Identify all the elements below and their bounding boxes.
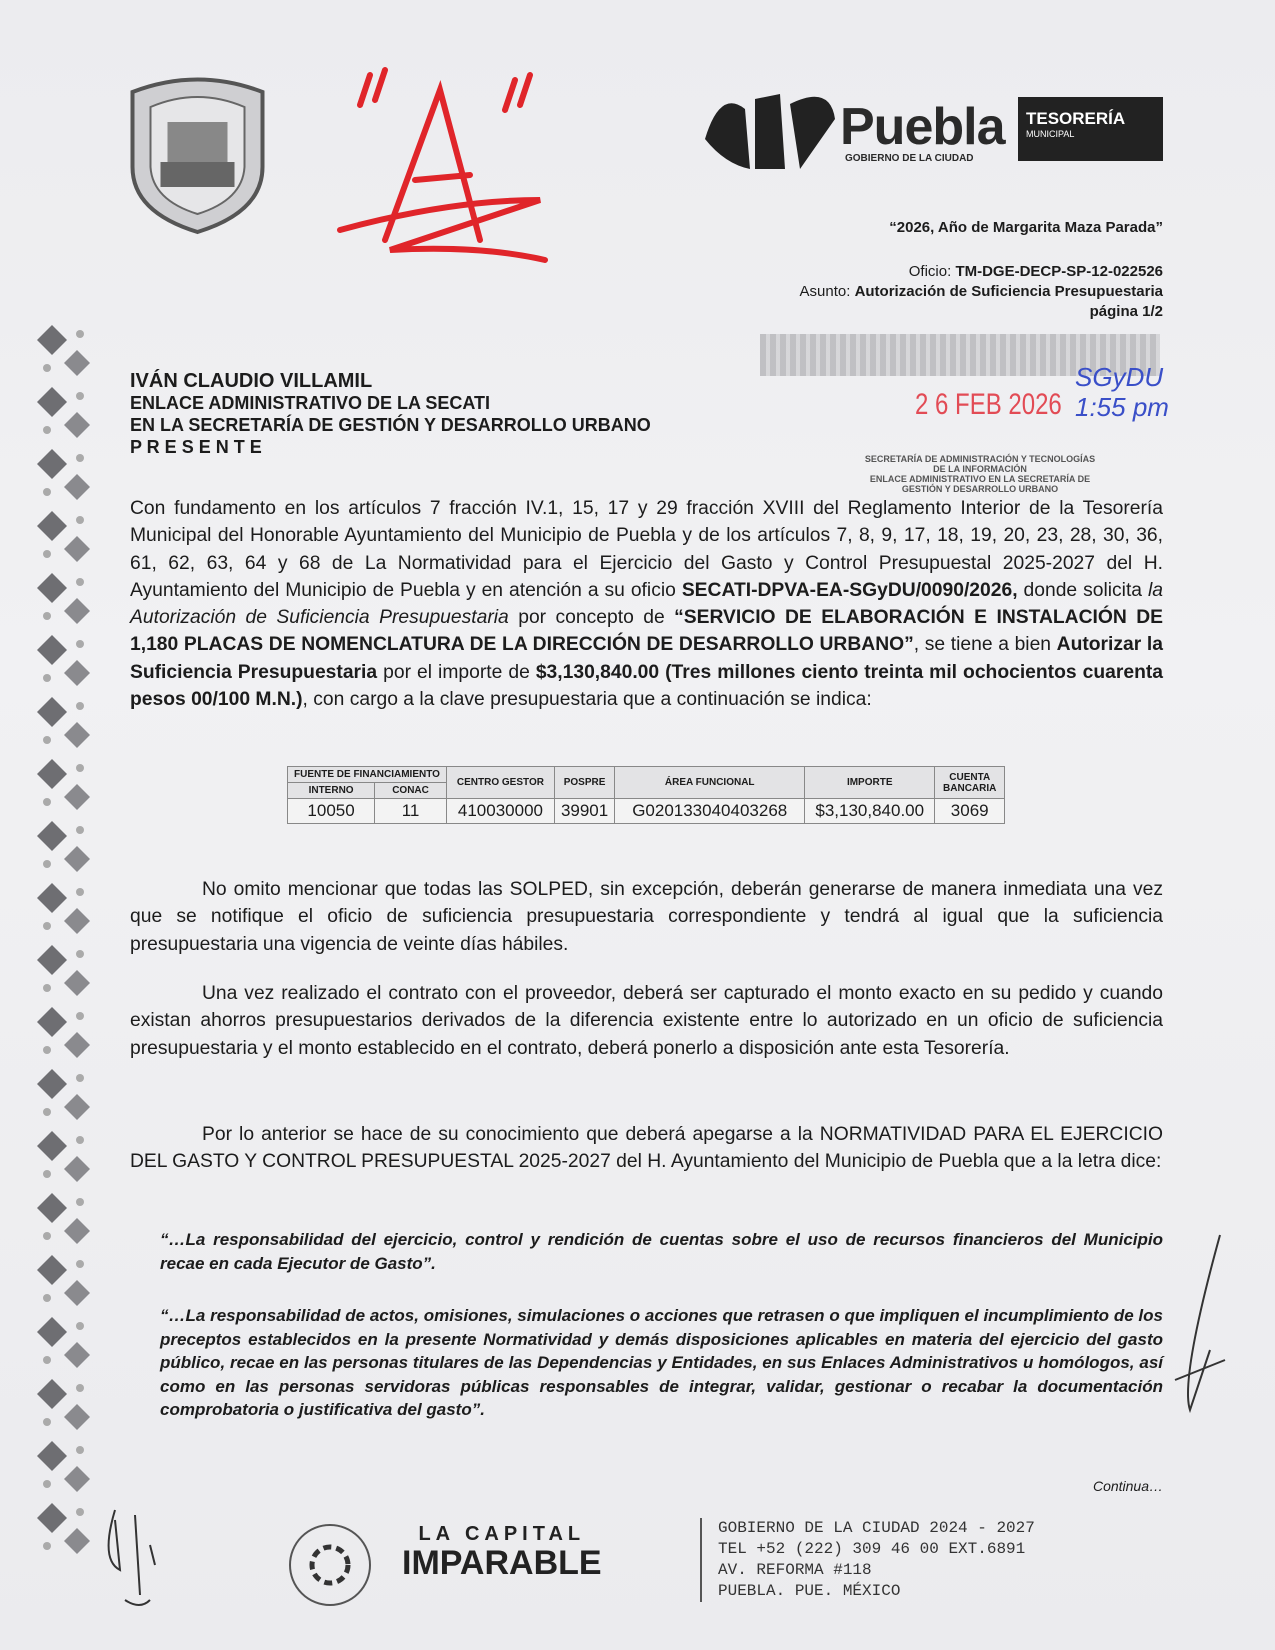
asunto-line	[800, 282, 1163, 302]
footer-contact	[700, 1518, 1035, 1602]
paragraph-solped: No omito mencionar que todas las SOLPED, sin excepción, deberán generarse de manera inmediata una vez que se notifique el oficio de suficiencia presupuestaria correspondiente y tendrá al igual que la suficiencia presupuestaria una vigencia de veinte días hábiles.	[130, 879, 1163, 955]
oficio-label: Oficio:	[908, 263, 952, 280]
quote-responsibility-2: “…La responsabilidad de actos, omisiones, simulaciones o acciones que retrasen o que impliquen el incumplimiento de los preceptos establecidos en la presente Normatividad y demás disposiciones aplicables en materia del ejercicio del gasto público, recae en las personas titulares de las Dependencias y Entidades, en sus Enlaces Administrativos u homólogos, así como en las personas servidoras públicas responsables de integrar, validar, gestionar o recabar la documentación comprobatoria o justificativa del gasto”.	[160, 1306, 1163, 1419]
handwritten-red-a-mark	[330, 50, 570, 265]
col-header-area-funcional: ÁREA FUNCIONAL	[615, 767, 805, 799]
stamp-line: ENLACE ADMINISTRATIVO EN LA SECRETARÍA DE	[869, 474, 1091, 484]
decorative-left-border	[32, 320, 92, 1560]
stamp-line: GESTIÓN Y DESARROLLO URBANO	[901, 484, 1059, 494]
text: Autorizar la Suficiencia Presupuestaria	[130, 634, 1163, 683]
stamp-line: DE LA INFORMACIÓN	[933, 464, 1027, 474]
reception-stamp	[740, 326, 1180, 494]
city-seal-logo	[121, 72, 274, 237]
puebla-emblem-icon	[700, 79, 840, 175]
cell: 3069	[935, 799, 1005, 824]
stamp-line: SECRETARÍA DE ADMINISTRACIÓN Y TECNOLOGÍAS	[864, 454, 1096, 464]
addressee-name: IVÁN CLAUDIO VILLAMIL	[130, 370, 373, 392]
puebla-wordmark: Puebla	[840, 98, 1005, 156]
col-header-centro-gestor: CENTRO GESTOR	[446, 767, 554, 799]
text: , con cargo a la clave presupuestaria que a continuación se indica:	[302, 689, 872, 711]
text: , se tiene a bien	[913, 634, 1057, 656]
cell: $3,130,840.00	[805, 799, 935, 824]
col-header-conac: CONAC	[375, 783, 447, 799]
presente-label: P R E S E N T E	[130, 437, 262, 457]
cell: 410030000	[446, 799, 554, 824]
text: por concepto de	[508, 607, 675, 629]
amount: $3,130,840.00 (Tres millones ciento treinta mil ochocientos cuarenta pesos 00/100 M.N.)	[130, 661, 1163, 711]
footer-line: GOBIERNO DE LA CIUDAD 2024 - 2027	[718, 1519, 1035, 1537]
col-header-pospre: POSPRE	[554, 767, 614, 799]
logo-subtitle: GOBIERNO DE LA CIUDAD	[845, 153, 974, 164]
stamp-date: 2 6 FEB 2026	[915, 388, 1062, 421]
footer-phone: TEL +52 (222) 309 46 00 EXT.6891	[718, 1540, 1026, 1558]
asunto-label: Asunto:	[799, 283, 851, 300]
table-row	[288, 799, 1005, 824]
cell: 11	[375, 799, 447, 824]
oficio-number: TM-DGE-DECP-SP-12-022526	[955, 263, 1163, 280]
stamp-department	[830, 454, 1130, 494]
oficio-line	[909, 262, 1163, 282]
slogan-line-2: IMPARABLE	[402, 1544, 602, 1582]
municipal-label: MUNICIPAL	[1026, 129, 1075, 139]
addressee-role: ENLACE ADMINISTRATIVO DE LA SECATI	[130, 393, 490, 413]
tesoreria-label: TESORERÍA	[1026, 109, 1126, 128]
asunto-text: Autorización de Suficiencia Presupuestaria	[854, 283, 1163, 300]
handwritten-receipt-time: SGyDU 1:55 pm	[1075, 362, 1169, 422]
footer-address: AV. REFORMA #118	[718, 1561, 872, 1579]
cell: 39901	[554, 799, 614, 824]
text: la Autorización de Suficiencia Presupuestaria	[130, 579, 1163, 629]
cell: G020133040403268	[615, 799, 805, 824]
budget-key-table	[287, 766, 1005, 824]
addressee-block	[130, 370, 651, 458]
paragraph-authorization	[130, 495, 1163, 713]
paragraph-contract: Una vez realizado el contrato con el proveedor, deberá ser capturado el monto exacto en su pedido y cuando existan ahorros presupuestarios derivados de la diferencia existente entre lo autorizado en un oficio de suficiencia presupuestaria y el monto establecido en el contrato, deberá ponerlo a disposición ante esta Tesorería.	[130, 983, 1163, 1059]
paragraph-normatividad: Por lo anterior se hace de su conocimiento que deberá apegarse a la NORMATIVIDAD PARA EL EJERCICIO DEL GASTO Y CONTROL PRESUPUESTAL 2025-2027 del H. Ayuntamiento del Municipio de Puebla que a la letra dice:	[130, 1124, 1163, 1173]
quote-responsibility-1: “…La responsabilidad del ejercicio, control y rendición de cuentas sobre el uso de recursos financieros del Municipio recae en cada Ejecutor de Gasto”.	[160, 1230, 1163, 1273]
col-header-fuente: FUENTE DE FINANCIAMIENTO	[288, 767, 447, 783]
page-number: página 1/2	[1089, 303, 1163, 320]
addressee-dept: EN LA SECRETARÍA DE GESTIÓN Y DESARROLLO URBANO	[130, 415, 651, 435]
col-header-importe: IMPORTE	[805, 767, 935, 799]
continues-label: Continua…	[1092, 1478, 1163, 1494]
la-capital-imparable-logo	[402, 1523, 602, 1580]
year-motto: “2026, Año de Margarita Maza Parada”	[889, 219, 1163, 236]
cell: 10050	[288, 799, 375, 824]
col-header-cuenta: CUENTA BANCARIA	[935, 767, 1005, 799]
tesoreria-badge	[1018, 97, 1163, 161]
slogan-line-1: LA CAPITAL	[418, 1523, 586, 1545]
margin-signature	[1170, 1230, 1230, 1430]
text: donde solicita	[1017, 579, 1148, 601]
puebla-tesoreria-logo	[700, 79, 1163, 175]
col-header-interno: INTERNO	[288, 783, 375, 799]
request-oficio-number: SECATI-DPVA-EA-SGyDU/0090/2026,	[681, 579, 1018, 601]
text: Con fundamento en los artículos 7 fracción IV.1, 15, 17 y 29 fracción XVIII del Reglamento Interior de la Tesorería Municipal del Honorable Ayuntamiento del Municipio de Puebla y de los artículos 7, 8, 9, 17, 18, 19, 20, 23, 28, 30, 36, 61, 62, 63, 64 y 68 de La Normatividad para el Ejercicio del Gasto y Control Presupuestal 2025-2027 del H. Ayuntamiento del Municipio de Puebla y en atención a su oficio	[130, 498, 1163, 601]
text: por el importe de	[377, 661, 536, 683]
initials-signature	[95, 1500, 195, 1620]
footer-city: PUEBLA. PUE. MÉXICO	[718, 1582, 901, 1600]
service-concept: “SERVICIO DE ELABORACIÓN E INSTALACIÓN DE 1,180 PLACAS DE NOMENCLATURA DE LA DIRECCIÓN DE DESARROLLO URBANO”	[130, 607, 1163, 656]
equality-seal-icon	[285, 1520, 375, 1610]
